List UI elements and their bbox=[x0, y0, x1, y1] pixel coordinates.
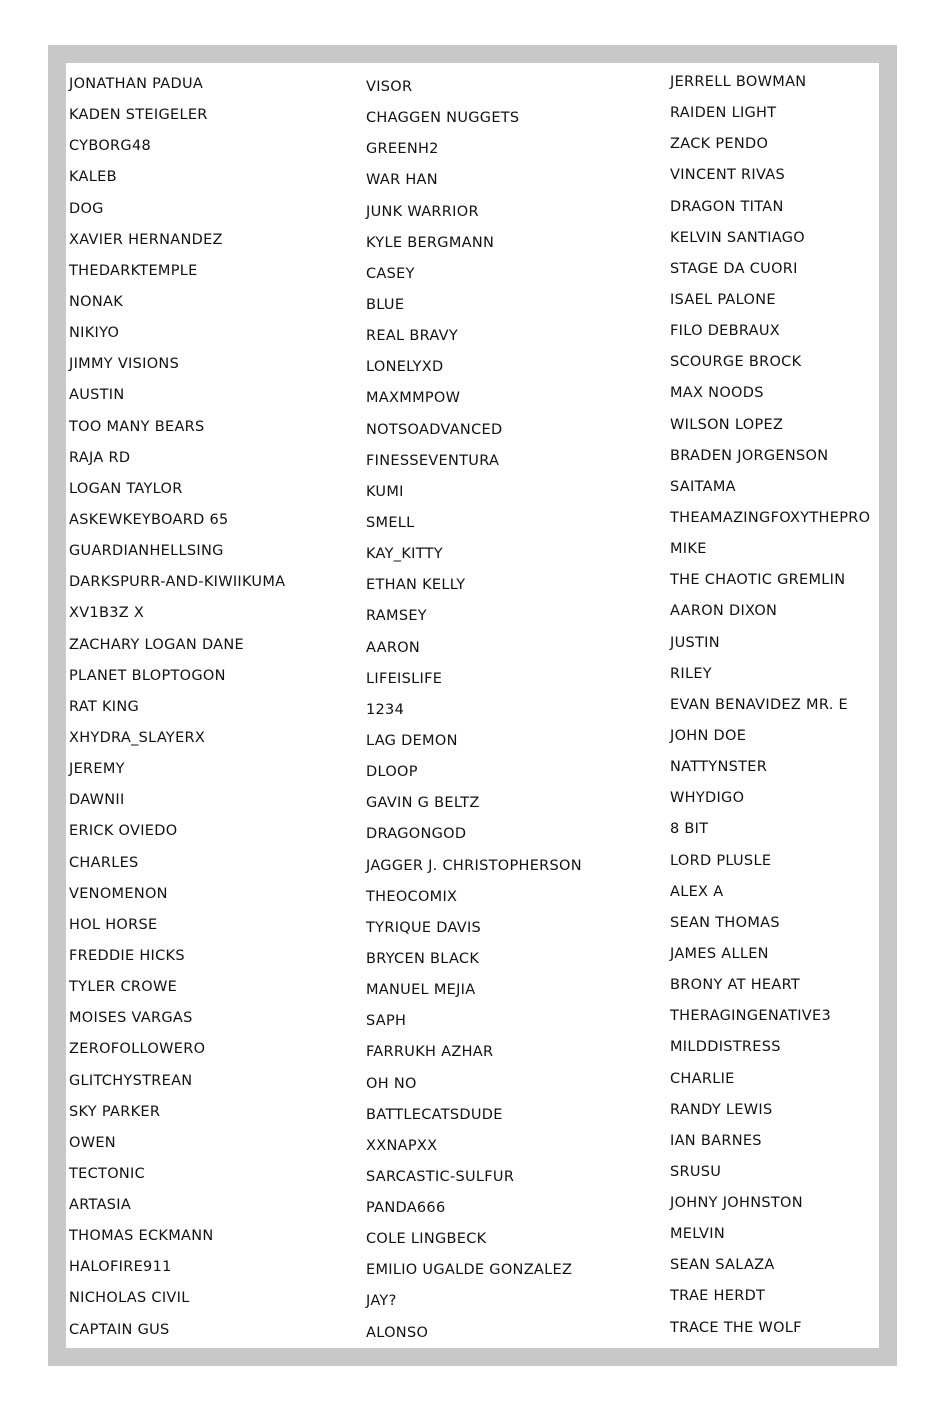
name-entry: JEREMY bbox=[69, 761, 125, 778]
name-entry: CASEY bbox=[366, 265, 415, 282]
name-entry: DOG bbox=[69, 200, 104, 217]
name-entry: GREENH2 bbox=[366, 141, 439, 158]
name-entry: PANDA666 bbox=[366, 1200, 446, 1217]
name-entry: KADEN STEIGELER bbox=[69, 107, 208, 124]
name-entry: SAITAMA bbox=[670, 478, 736, 495]
name-entry: DRAGON TITAN bbox=[670, 198, 784, 215]
name-entry: COLE LINGBECK bbox=[366, 1231, 487, 1248]
name-entry: ARTASIA bbox=[69, 1197, 132, 1214]
name-entry: THERAGINGENATIVE3 bbox=[670, 1008, 832, 1025]
name-entry: SRUSU bbox=[670, 1163, 722, 1180]
name-entry: SMELL bbox=[366, 514, 415, 531]
name-entry: ALONSO bbox=[366, 1324, 429, 1341]
name-entry: KAY_KITTY bbox=[366, 546, 443, 563]
name-entry: GAVIN G BELTZ bbox=[366, 795, 480, 812]
name-entry: NICHOLAS CIVIL bbox=[69, 1290, 190, 1307]
name-entry: TYRIQUE DAVIS bbox=[366, 919, 482, 936]
name-entry: HALOFIRE911 bbox=[69, 1259, 172, 1276]
name-entry: AUSTIN bbox=[69, 387, 125, 404]
name-entry: EMILIO UGALDE GONZALEZ bbox=[366, 1262, 573, 1279]
name-entry: 1234 bbox=[366, 701, 405, 718]
name-entry: CHAGGEN NUGGETS bbox=[366, 110, 520, 127]
name-entry: FINESSEVENTURA bbox=[366, 452, 500, 469]
name-entry: ZACHARY LOGAN DANE bbox=[69, 636, 244, 653]
name-entry: XV1B3Z X bbox=[69, 605, 145, 622]
name-entry: JOHNY JOHNSTON bbox=[670, 1195, 803, 1212]
name-entry: TECTONIC bbox=[69, 1165, 146, 1182]
name-entry: ASKEWKEYBOARD 65 bbox=[69, 511, 229, 528]
name-entry: OWEN bbox=[69, 1134, 116, 1151]
name-entry: VISOR bbox=[366, 79, 413, 95]
name-entry: ERICK OVIEDO bbox=[69, 823, 178, 840]
name-entry: AARON DIXON bbox=[670, 603, 778, 620]
name-entry: BRONY AT HEART bbox=[670, 977, 801, 994]
name-entry: RAT KING bbox=[69, 698, 140, 715]
name-entry: DLOOP bbox=[366, 764, 418, 781]
name-entry: TRACE THE WOLF bbox=[670, 1319, 802, 1336]
name-entry: XXNAPXX bbox=[366, 1137, 438, 1154]
name-entry: BRADEN JORGENSON bbox=[670, 447, 829, 464]
name-entry: AARON bbox=[366, 639, 421, 656]
name-entry: TYLER CROWE bbox=[69, 979, 178, 996]
name-entry: LORD PLUSLE bbox=[670, 852, 772, 869]
name-entry: STAGE DA CUORI bbox=[670, 260, 798, 277]
names-column-3 bbox=[670, 72, 870, 1349]
name-entry: GUARDIANHELLSING bbox=[69, 543, 224, 560]
name-entry: 8 BIT bbox=[670, 821, 709, 838]
name-entry: SAPH bbox=[366, 1013, 407, 1030]
name-entry: FARRUKH AZHAR bbox=[366, 1044, 494, 1061]
name-entry: IAN BARNES bbox=[670, 1132, 762, 1149]
name-entry: LONELYXD bbox=[366, 359, 444, 376]
name-entry: LIFEISLIFE bbox=[366, 670, 443, 687]
name-entry: LAG DEMON bbox=[366, 732, 458, 749]
name-entry: TRAE HERDT bbox=[670, 1288, 766, 1305]
name-entry: NIKIYO bbox=[69, 325, 120, 342]
name-entry: KELVIN SANTIAGO bbox=[670, 229, 805, 246]
name-entry: DAWNII bbox=[69, 792, 125, 809]
name-entry: RILEY bbox=[670, 665, 712, 682]
name-entry: JERRELL BOWMAN bbox=[670, 74, 807, 90]
name-entry: RAMSEY bbox=[366, 608, 427, 625]
name-entry: JONATHAN PADUA bbox=[69, 76, 204, 92]
name-entry: THEDARKTEMPLE bbox=[69, 262, 198, 279]
name-entry: XAVIER HERNANDEZ bbox=[69, 231, 223, 248]
name-entry: LOGAN TAYLOR bbox=[69, 480, 183, 497]
name-entry: ISAEL PALONE bbox=[670, 291, 776, 308]
name-entry: EVAN BENAVIDEZ MR. E bbox=[670, 696, 848, 713]
name-entry: THOMAS ECKMANN bbox=[69, 1228, 214, 1245]
name-entry: THEOCOMIX bbox=[366, 888, 458, 905]
name-entry: ETHAN KELLY bbox=[366, 577, 466, 594]
name-entry: WAR HAN bbox=[366, 172, 438, 189]
name-entry: NOTSOADVANCED bbox=[366, 421, 503, 438]
name-entry: KYLE BERGMANN bbox=[366, 234, 495, 251]
name-entry: THE CHAOTIC GREMLIN bbox=[670, 572, 846, 589]
name-entry: JAGGER J. CHRISTOPHERSON bbox=[366, 857, 582, 874]
name-entry: DRAGONGOD bbox=[366, 826, 467, 843]
name-entry: MELVIN bbox=[670, 1226, 725, 1243]
name-entry: JAMES ALLEN bbox=[670, 945, 769, 962]
names-column-1 bbox=[69, 74, 285, 1351]
name-entry: GLITCHYSTREAN bbox=[69, 1072, 193, 1089]
name-entry: CYBORG48 bbox=[69, 138, 151, 155]
name-entry: JIMMY VISIONS bbox=[69, 356, 180, 373]
name-entry: ALEX A bbox=[670, 883, 724, 900]
name-entry: VENOMENON bbox=[69, 885, 168, 902]
name-entry: MILDDISTRESS bbox=[670, 1039, 781, 1056]
name-entry: MANUEL MEJIA bbox=[366, 982, 476, 999]
name-entry: MAXMMPOW bbox=[366, 390, 461, 407]
names-column-2 bbox=[366, 77, 582, 1354]
name-entry: BATTLECATSDUDE bbox=[366, 1106, 503, 1123]
name-entry: SEAN THOMAS bbox=[670, 914, 780, 931]
name-entry: FILO DEBRAUX bbox=[670, 323, 781, 340]
name-entry: THEAMAZINGFOXYTHEPRO bbox=[670, 509, 871, 526]
name-entry: RAIDEN LIGHT bbox=[670, 105, 777, 122]
name-entry: CHARLES bbox=[69, 854, 139, 871]
name-entry: HOL HORSE bbox=[69, 916, 158, 933]
name-entry: WHYDIGO bbox=[670, 790, 745, 807]
name-entry: JOHN DOE bbox=[670, 727, 747, 744]
name-entry: RAJA RD bbox=[69, 449, 131, 466]
name-entry: KUMI bbox=[366, 483, 404, 500]
name-entry: TOO MANY BEARS bbox=[69, 418, 205, 435]
name-entry: WILSON LOPEZ bbox=[670, 416, 784, 433]
name-entry: MOISES VARGAS bbox=[69, 1010, 193, 1027]
name-entry: BRYCEN BLACK bbox=[366, 950, 480, 967]
name-entry: ZACK PENDO bbox=[670, 136, 769, 153]
name-entry: VINCENT RIVAS bbox=[670, 167, 786, 184]
name-entry: SKY PARKER bbox=[69, 1103, 161, 1120]
name-entry: MIKE bbox=[670, 541, 707, 558]
name-entry: JUSTIN bbox=[670, 634, 720, 651]
name-entry: XHYDRA_SLAYERX bbox=[69, 729, 206, 746]
name-entry: OH NO bbox=[366, 1075, 417, 1092]
name-entry: KALEB bbox=[69, 169, 117, 186]
name-entry: SARCASTIC-SULFUR bbox=[366, 1168, 515, 1185]
name-entry: ZEROFOLLOWERO bbox=[69, 1041, 206, 1058]
name-entry: JUNK WARRIOR bbox=[366, 203, 479, 220]
name-entry: JAY? bbox=[366, 1293, 397, 1310]
name-entry: SEAN SALAZA bbox=[670, 1257, 775, 1274]
name-entry: FREDDIE HICKS bbox=[69, 947, 185, 964]
name-entry: SCOURGE BROCK bbox=[670, 354, 802, 371]
name-entry: BLUE bbox=[366, 296, 405, 313]
name-entry: PLANET BLOPTOGON bbox=[69, 667, 226, 684]
name-entry: NATTYNSTER bbox=[670, 759, 768, 776]
name-entry: MAX NOODS bbox=[670, 385, 764, 402]
name-entry: CHARLIE bbox=[670, 1070, 735, 1087]
name-entry: DARKSPURR-AND-KIWIIKUMA bbox=[69, 574, 286, 591]
name-entry: NONAK bbox=[69, 293, 124, 310]
name-entry: REAL BRAVY bbox=[366, 328, 459, 345]
name-entry: CAPTAIN GUS bbox=[69, 1321, 170, 1338]
name-entry: RANDY LEWIS bbox=[670, 1101, 773, 1118]
